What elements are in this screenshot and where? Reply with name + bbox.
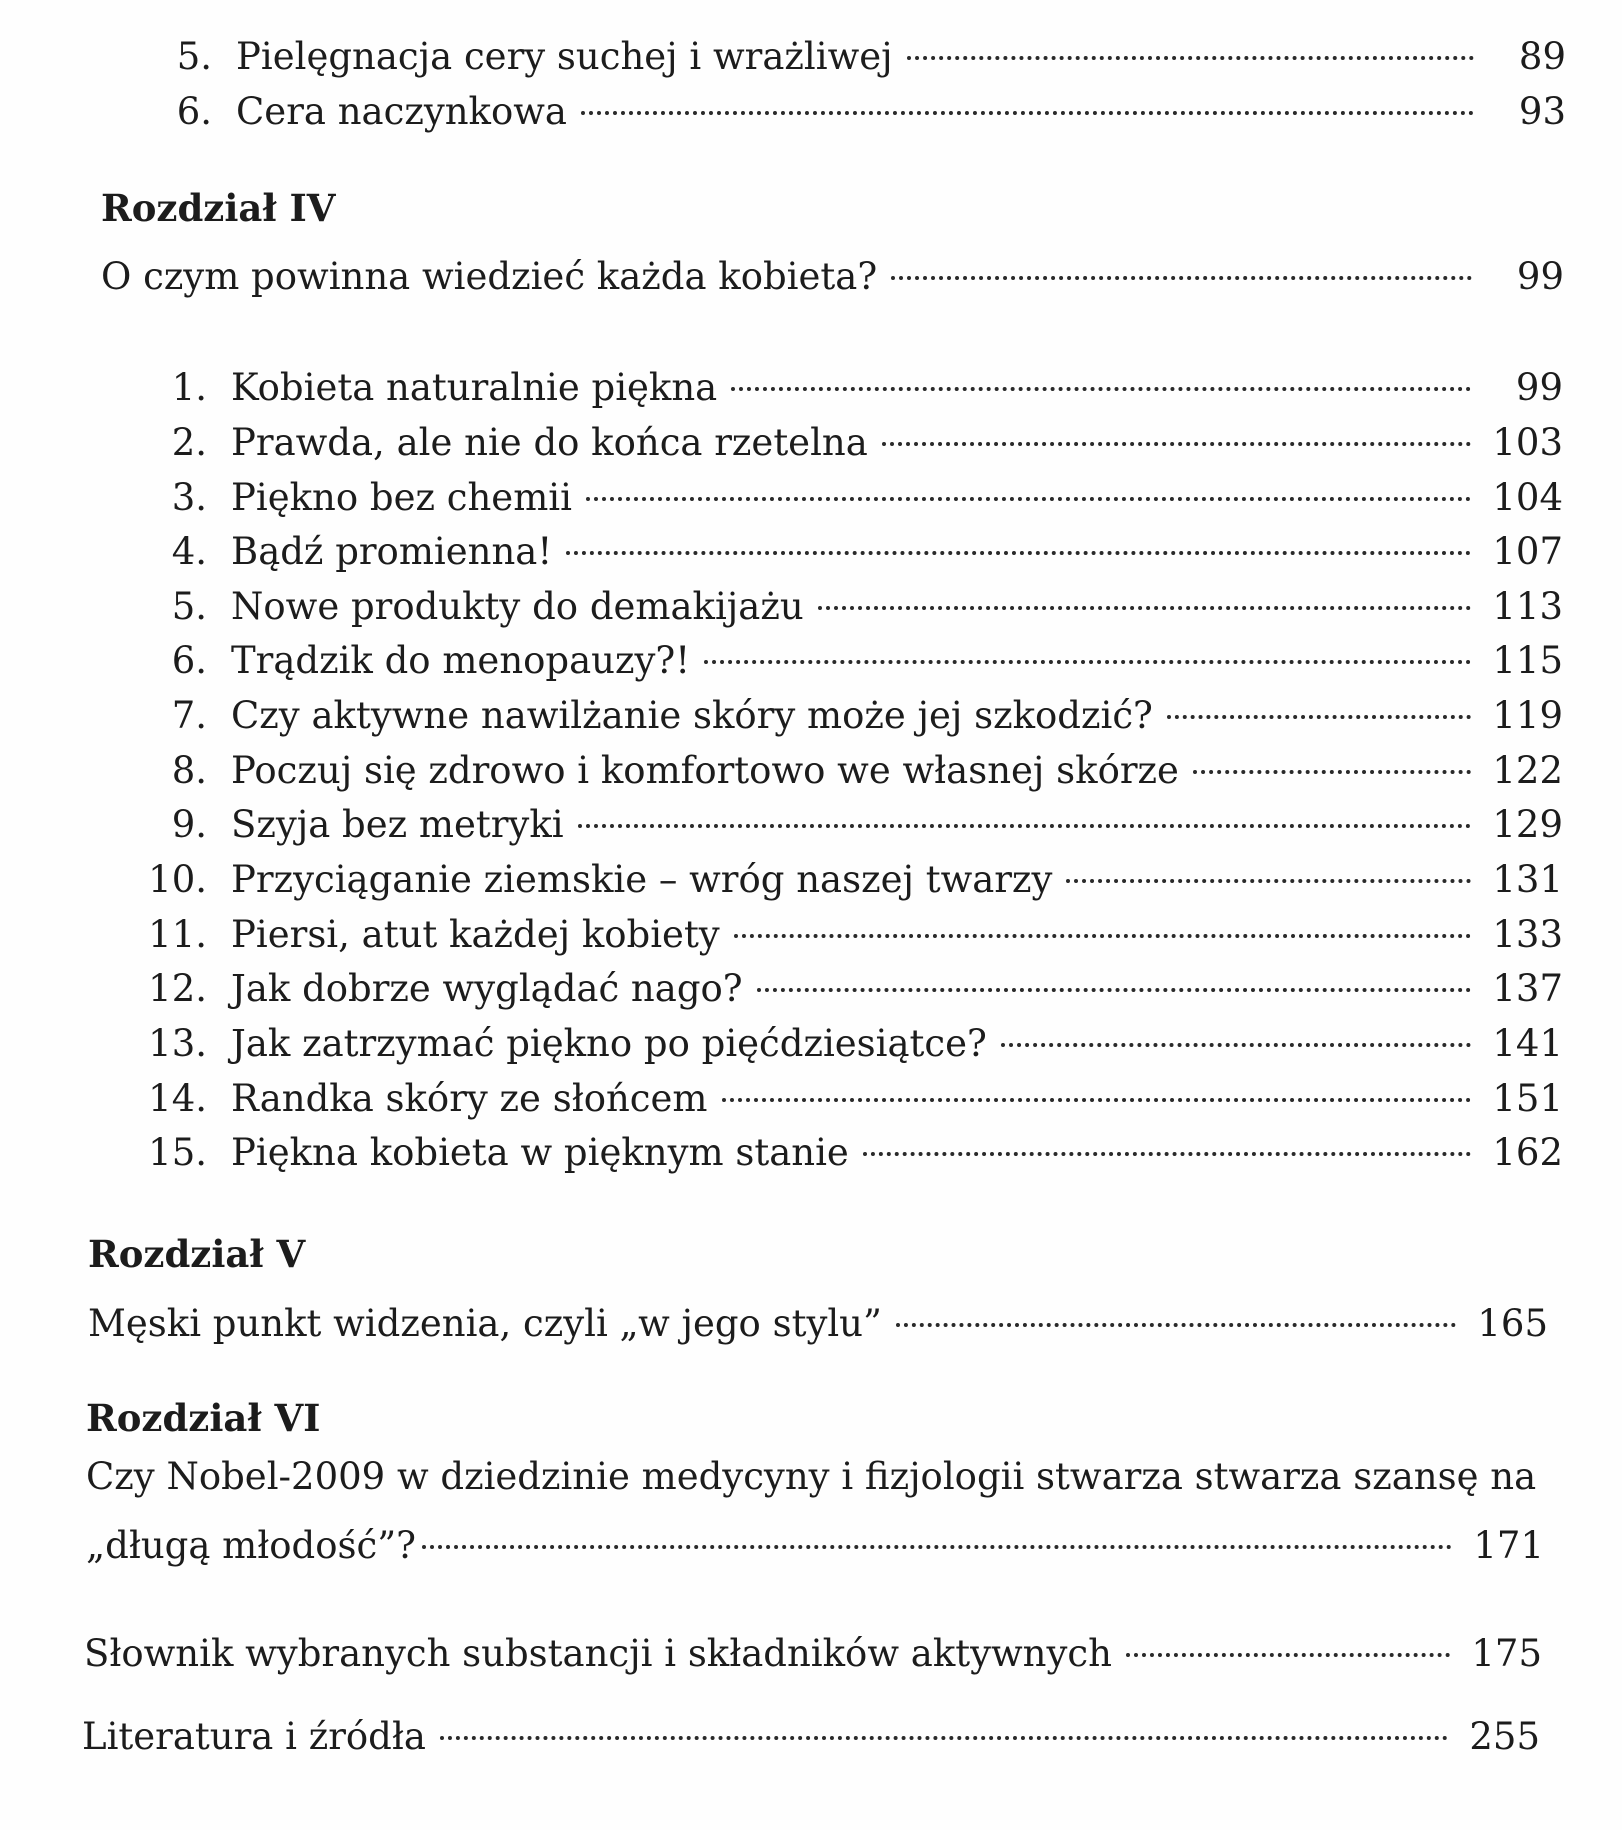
dot-leader xyxy=(818,575,1471,619)
toc-entry[interactable] xyxy=(145,1121,1563,1175)
dot-leader xyxy=(907,25,1474,69)
entry-page: 113 xyxy=(1492,585,1563,628)
dot-leader xyxy=(722,1067,1471,1111)
chapter-heading: Rozdział V xyxy=(88,1232,306,1276)
entry-number: 15. xyxy=(148,1131,207,1174)
entry-title: Przyciąganie ziemskie – wróg naszej twarzy xyxy=(231,858,1053,901)
entry-title: Prawda, ale nie do końca rzetelna xyxy=(231,421,868,464)
entry-title: Nowe produkty do demakijażu xyxy=(231,585,804,628)
entry-page: 129 xyxy=(1492,803,1563,846)
entry-page: 175 xyxy=(1471,1632,1542,1675)
chapter-title: „długą młodość”? xyxy=(86,1524,416,1567)
entry-title: Randka skóry ze słońcem xyxy=(231,1077,708,1120)
entry-title: Słownik wybranych substancji i składników aktywnych xyxy=(84,1632,1112,1675)
entry-number: 3. xyxy=(171,476,207,519)
entry-title: Czy aktywne nawilżanie skóry może jej szkodzić? xyxy=(231,694,1153,737)
entry-number: 5. xyxy=(176,35,212,78)
entry-number: 2. xyxy=(171,421,207,464)
entry-title: Literatura i źródła xyxy=(82,1715,426,1758)
dot-leader xyxy=(704,629,1471,673)
entry-page: 119 xyxy=(1492,694,1563,737)
entry-number: 10. xyxy=(148,858,207,901)
entry-page: 89 xyxy=(1518,35,1566,78)
entry-number: 11. xyxy=(148,913,207,956)
dot-leader xyxy=(891,245,1472,289)
chapter-title-entry[interactable] xyxy=(86,1514,1544,1568)
entry-title: Trądzik do menopauzy?! xyxy=(231,639,691,682)
entry-title: Bądź promienna! xyxy=(231,530,553,573)
chapter-title: Męski punkt widzenia, czyli „w jego stylu” xyxy=(88,1302,882,1345)
entry-number: 12. xyxy=(148,967,207,1010)
entry-number: 14. xyxy=(148,1077,207,1120)
entry-number: 9. xyxy=(171,803,207,846)
chapter-title-entry[interactable] xyxy=(101,245,1564,299)
toc-entry[interactable] xyxy=(176,80,1566,134)
entry-number: 13. xyxy=(148,1022,207,1065)
toc-entry[interactable] xyxy=(145,739,1563,793)
entry-title: Pielęgnacja cery suchej i wrażliwej xyxy=(236,35,893,78)
entry-page: 104 xyxy=(1492,476,1563,519)
toc-entry[interactable] xyxy=(145,411,1563,465)
dot-leader xyxy=(896,1292,1456,1336)
toc-entry[interactable] xyxy=(145,466,1563,520)
entry-title: Piękno bez chemii xyxy=(231,476,572,519)
dot-leader xyxy=(1126,1622,1450,1666)
entry-title: Jak zatrzymać piękno po pięćdziesiątce? xyxy=(231,1022,987,1065)
toc-entry[interactable] xyxy=(176,25,1566,79)
dot-leader xyxy=(863,1121,1471,1165)
entry-number: 6. xyxy=(171,639,207,682)
chapter-heading: Rozdział VI xyxy=(86,1396,321,1440)
entry-title: Poczuj się zdrowo i komfortowo we własnej skórze xyxy=(231,749,1179,792)
entry-number: 4. xyxy=(171,530,207,573)
dot-leader xyxy=(731,356,1471,400)
entry-number: 7. xyxy=(171,694,207,737)
entry-page: 131 xyxy=(1492,858,1563,901)
dot-leader xyxy=(1167,684,1471,728)
entry-page: 165 xyxy=(1477,1302,1548,1345)
entry-page: 122 xyxy=(1492,749,1563,792)
entry-title: Szyja bez metryki xyxy=(231,803,564,846)
dot-leader xyxy=(734,903,1471,947)
dot-leader xyxy=(578,793,1471,837)
dot-leader xyxy=(1066,848,1471,892)
entry-number: 5. xyxy=(171,585,207,628)
entry-page: 151 xyxy=(1492,1077,1563,1120)
toc-entry[interactable] xyxy=(145,1012,1563,1066)
chapter-title-line[interactable]: Czy Nobel-2009 w dziedzinie medycyny i fizjologii stwarza stwarza szansę na xyxy=(86,1455,1537,1498)
entry-page: 133 xyxy=(1492,913,1563,956)
entry-title: Kobieta naturalnie piękna xyxy=(231,366,718,409)
toc-entry[interactable] xyxy=(145,629,1563,683)
entry-number: 6. xyxy=(176,90,212,133)
glossary-entry[interactable] xyxy=(84,1622,1542,1676)
dot-leader xyxy=(581,80,1474,124)
dot-leader xyxy=(757,957,1471,1001)
toc-entry[interactable] xyxy=(145,684,1563,738)
toc-entry[interactable] xyxy=(145,520,1563,574)
entry-title: Piękna kobieta w pięknym stanie xyxy=(231,1131,849,1174)
chapter-title-entry[interactable] xyxy=(88,1292,1548,1346)
entry-page: 255 xyxy=(1469,1715,1540,1758)
entry-page: 141 xyxy=(1492,1022,1563,1065)
entry-number: 8. xyxy=(171,749,207,792)
dot-leader xyxy=(422,1514,1452,1558)
entry-page: 162 xyxy=(1492,1131,1563,1174)
entry-page: 99 xyxy=(1516,255,1564,298)
toc-entry[interactable] xyxy=(145,848,1563,902)
entry-page: 93 xyxy=(1518,90,1566,133)
entry-page: 107 xyxy=(1492,530,1563,573)
entry-title: Cera naczynkowa xyxy=(236,90,567,133)
dot-leader xyxy=(440,1705,1448,1749)
entry-number: 1. xyxy=(171,366,207,409)
dot-leader xyxy=(882,411,1471,455)
entry-title: Jak dobrze wyglądać nago? xyxy=(231,967,743,1010)
chapter-title: O czym powinna wiedzieć każda kobieta? xyxy=(101,255,878,298)
entry-page: 103 xyxy=(1492,421,1563,464)
dot-leader xyxy=(1001,1012,1471,1056)
dot-leader xyxy=(566,520,1471,564)
toc-entry[interactable] xyxy=(145,903,1563,957)
toc-entry[interactable] xyxy=(145,793,1563,847)
toc-entry[interactable] xyxy=(145,575,1563,629)
entry-page: 171 xyxy=(1473,1524,1544,1567)
entry-page: 137 xyxy=(1492,967,1563,1010)
entry-title: Piersi, atut każdej kobiety xyxy=(231,913,720,956)
toc-entry[interactable] xyxy=(145,356,1563,410)
chapter-heading: Rozdział IV xyxy=(101,186,336,230)
dot-leader xyxy=(586,466,1471,510)
entry-page: 115 xyxy=(1492,639,1563,682)
literature-entry[interactable] xyxy=(82,1705,1540,1759)
entry-page: 99 xyxy=(1515,366,1563,409)
toc-entry[interactable] xyxy=(145,957,1563,1011)
toc-entry[interactable] xyxy=(145,1067,1563,1121)
dot-leader xyxy=(1193,739,1471,783)
